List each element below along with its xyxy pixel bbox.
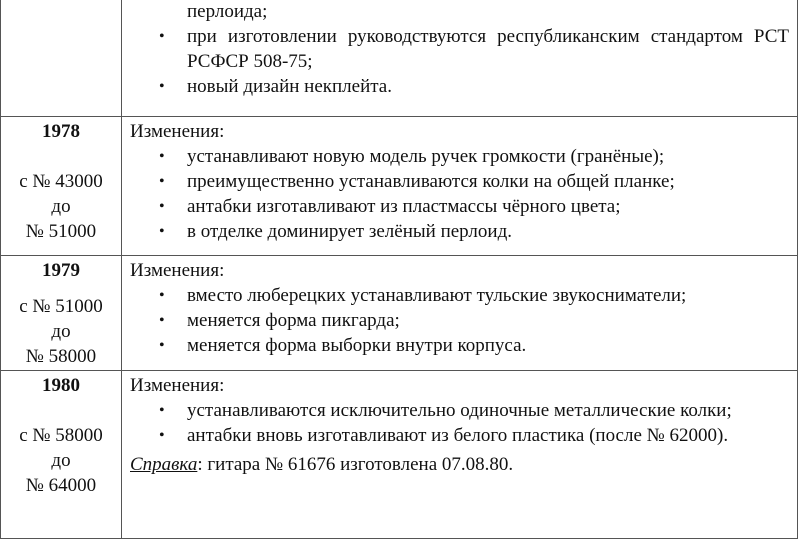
- table-row: [1, 256, 798, 371]
- reference-note-label: Справка: [130, 454, 198, 475]
- bullet-icon: •: [159, 148, 165, 165]
- bullet-icon: •: [159, 287, 165, 304]
- serial-range-from: с № 58000: [19, 425, 103, 446]
- changes-heading: Изменения:: [130, 260, 225, 281]
- list-item: • при изготовлении руководствуются республиканским стандартом РСТ РСФСР 508-75;: [159, 26, 789, 72]
- serial-range-to: № 51000: [25, 221, 97, 242]
- list-item: • меняется форма выборки внутри корпуса.: [159, 335, 527, 356]
- list-item: • антабки изготавливают из пластмассы чёрного цвета;: [159, 196, 621, 217]
- content-cell: [122, 371, 798, 539]
- content-cell: [122, 256, 798, 371]
- year-cell: [1, 0, 122, 117]
- continued-text: перлоида;: [187, 1, 268, 22]
- bullet-icon: •: [159, 78, 165, 95]
- reference-note-text: : гитара № 61676 изготовлена 07.08.80.: [197, 454, 514, 475]
- bullet-icon: •: [159, 402, 165, 419]
- serial-range-to: № 58000: [25, 346, 97, 367]
- list-item: • устанавливаются исключительно одиночные металлические колки;: [159, 400, 732, 421]
- bullet-icon: •: [159, 337, 165, 354]
- list-item: • вместо люберецких устанавливают тульские звукосниматели;: [159, 285, 687, 306]
- changes-heading: Изменения:: [130, 121, 225, 142]
- year-label: 1979: [42, 260, 80, 281]
- serial-range-from: с № 51000: [19, 296, 103, 317]
- year-cell: [1, 256, 122, 371]
- content-cell: [122, 117, 798, 256]
- bullet-icon: •: [159, 173, 165, 190]
- bullet-icon: •: [159, 198, 165, 215]
- year-label: 1978: [42, 121, 80, 142]
- item-list: [130, 398, 789, 448]
- item-list: [130, 283, 789, 358]
- reference-note: [130, 452, 789, 477]
- item-list: [130, 24, 789, 99]
- serial-range-to-label: до: [51, 321, 71, 342]
- bullet-icon: •: [159, 427, 165, 444]
- list-item: • антабки вновь изготавливают из белого пластика (после № 62000).: [159, 425, 729, 446]
- bullet-icon: •: [159, 223, 165, 240]
- list-item: • новый дизайн некплейта.: [159, 76, 392, 97]
- list-item: • преимущественно устанавливаются колки на общей планке;: [159, 171, 675, 192]
- list-item: • в отделке доминирует зелёный перлоид.: [159, 221, 512, 242]
- content-cell: [122, 0, 798, 117]
- list-item: • устанавливают новую модель ручек громкости (гранёные);: [159, 146, 665, 167]
- list-item: • меняется форма пикгарда;: [159, 310, 400, 331]
- year-cell: [1, 117, 122, 256]
- bullet-icon: •: [159, 28, 165, 45]
- year-cell: [1, 371, 122, 539]
- bullet-icon: •: [159, 312, 165, 329]
- table-row: [1, 117, 798, 256]
- year-label: 1980: [42, 375, 80, 396]
- table-row: [1, 0, 798, 117]
- serial-range-to-label: до: [51, 196, 71, 217]
- serial-range-to-label: до: [51, 450, 71, 471]
- item-list: [130, 144, 789, 244]
- serial-range-from: с № 43000: [19, 171, 103, 192]
- serial-range-to: № 64000: [25, 475, 97, 496]
- changes-heading: Изменения:: [130, 375, 225, 396]
- table-row: [1, 371, 798, 539]
